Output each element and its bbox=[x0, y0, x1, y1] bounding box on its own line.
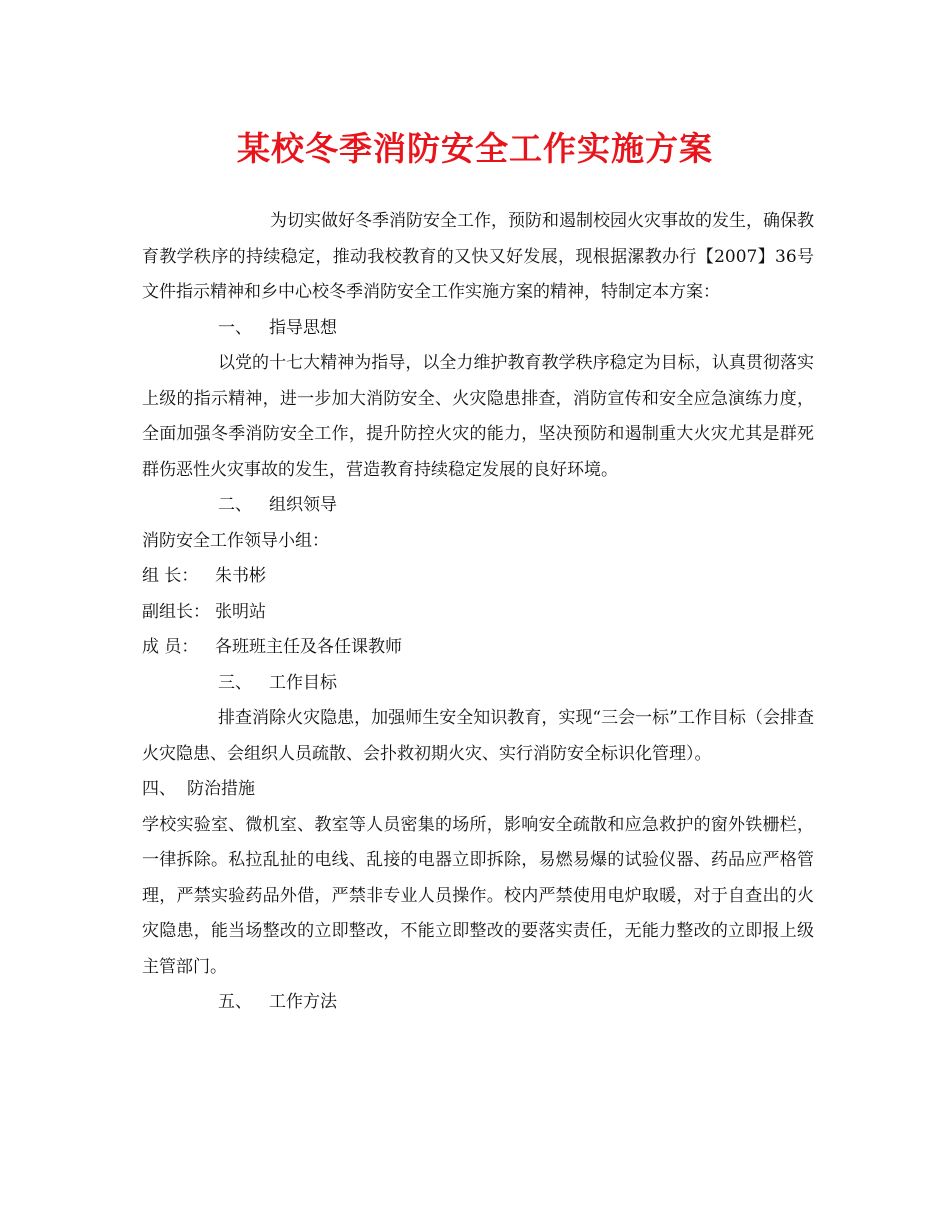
section-title-4: 防治措施 bbox=[187, 779, 255, 799]
member-role: 成 员： bbox=[142, 637, 199, 657]
section-number-4: 四、 bbox=[142, 779, 176, 799]
section-paragraph-1: 以党的十七大精神为指导，以全力维护教育教学秩序稳定为目标，认真贯彻落实上级的指示精神，进一步加大消防安全、火灾隐患排查，消防宣传和安全应急演练力度，全面加强冬季消防安全工作，提升防控火灾的能力，坚决预防和遏制重大火灾尤其是群死群伤恶性火灾事故的发生，营造教育持续稳定发展的良好环境。 bbox=[142, 353, 814, 480]
section-heading-1 bbox=[142, 311, 814, 347]
member-name: 张明站 bbox=[215, 601, 266, 622]
section-title-2: 组织领导 bbox=[269, 495, 337, 515]
member-row bbox=[142, 559, 814, 595]
member-row bbox=[142, 630, 814, 666]
section-heading-2 bbox=[142, 488, 814, 524]
member-name: 朱书彬 bbox=[215, 566, 266, 586]
leadership-group-title: 消防安全工作领导小组： bbox=[142, 530, 329, 551]
section-title-3: 工作目标 bbox=[269, 672, 337, 693]
section-heading-4 bbox=[142, 772, 814, 808]
section-title-5: 工作方法 bbox=[269, 992, 337, 1012]
section-heading-5 bbox=[142, 985, 814, 1021]
section-paragraph-4: 学校实验室、微机室、教室等人员密集的场所，影响安全疏散和应急救护的窗外铁栅栏，一律拆除。私拉乱扯的电线、乱接的电器立即拆除，易燃易爆的试验仪器、药品应严格管理，严禁实验药品外借，严禁非专业人员操作。校内严禁使用电炉取暖，对于自查出的火灾隐患，能当场整改的立即整改，不能立即整改的要落实责任，无能力整改的立即报上级主管部门。 bbox=[142, 814, 814, 977]
section-number-5: 五、 bbox=[218, 992, 252, 1012]
section-number-2: 二、 bbox=[218, 495, 252, 515]
intro-paragraph: 为切实做好冬季消防安全工作，预防和遏制校园火灾事故的发生，确保教育教学秩序的持续稳定，推动我校教育的又快又好发展，现根据漯教办行【2007】36号文件指示精神和乡中心校冬季消防安全工作实施方案的精神，特制定本方案： bbox=[142, 211, 814, 302]
document-title: 某校冬季消防安全工作实施方案 bbox=[237, 129, 713, 168]
member-row bbox=[142, 595, 814, 631]
member-role: 副组长： bbox=[142, 601, 210, 622]
document-body bbox=[142, 204, 814, 1021]
section-number-3: 三、 bbox=[218, 672, 252, 693]
section-heading-3 bbox=[142, 666, 814, 702]
section-paragraph-3: 排查消除火灾隐患，加强师生安全知识教育，实现“三会一标”工作目标（会排查火灾隐患、会组织人员疏散、会扑救初期火灾、实行消防安全标识化管理）。 bbox=[142, 708, 814, 764]
member-name: 各班班主任及各任课教师 bbox=[215, 637, 402, 657]
section-number-1: 一、 bbox=[218, 317, 252, 338]
section-title-1: 指导思想 bbox=[269, 317, 337, 338]
member-role: 组 长： bbox=[142, 566, 199, 586]
